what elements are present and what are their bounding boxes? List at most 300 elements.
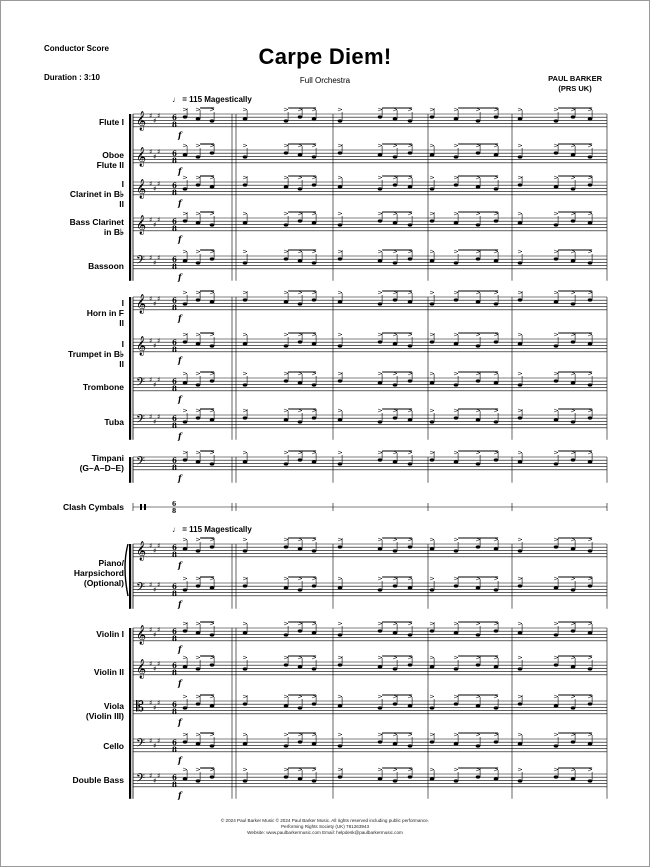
note-head <box>284 744 289 747</box>
accent-mark <box>554 622 558 625</box>
note-head <box>588 742 593 745</box>
note-head <box>554 223 559 226</box>
note-head <box>571 547 576 550</box>
note-head <box>183 153 188 156</box>
accent-mark <box>338 733 342 736</box>
time-signature-top: 6 <box>172 582 177 591</box>
accent-mark <box>183 733 187 736</box>
note-head <box>338 586 343 589</box>
instrument-name-bass-clarinet: Bass Clarinet in B♭ <box>69 217 124 237</box>
dynamic-marking: f <box>178 560 182 570</box>
accent-mark <box>454 372 458 375</box>
accent-mark <box>183 250 187 253</box>
note-head <box>518 183 523 186</box>
accent-mark <box>378 108 382 111</box>
note-head <box>571 740 576 743</box>
note-head <box>378 381 383 384</box>
note-head <box>298 458 303 461</box>
accent-mark <box>243 622 247 625</box>
dynamic-marking: f <box>178 234 182 244</box>
clef-icon: 𝄞 <box>136 541 147 561</box>
note-head <box>393 117 398 120</box>
sharp-icon: ♯ <box>149 337 153 345</box>
duration-label: Duration : 3:10 <box>44 73 101 82</box>
note-head <box>554 344 559 347</box>
accent-mark <box>454 451 458 454</box>
accent-mark <box>518 768 522 771</box>
accent-mark <box>554 695 558 698</box>
clef-icon: 𝄢 <box>136 254 146 270</box>
accent-mark <box>243 695 247 698</box>
note-head <box>588 117 593 120</box>
accent-mark <box>196 176 200 179</box>
note-head <box>476 379 481 382</box>
accent-mark <box>518 144 522 147</box>
note-head <box>494 665 499 668</box>
note-head <box>338 462 343 465</box>
time-signature-top: 6 <box>172 377 177 386</box>
accent-mark <box>430 451 434 454</box>
sharp-icon: ♯ <box>153 704 157 712</box>
note-head <box>476 586 481 589</box>
footer-contact: Website: www.paulbarkermusic.com Email: helpdesk@paulbarkermusic.com <box>247 830 403 836</box>
note-head <box>554 462 559 465</box>
note-head <box>393 261 398 264</box>
note-head <box>408 545 413 548</box>
note-head <box>588 667 593 670</box>
accent-mark <box>378 176 382 179</box>
note-head <box>408 223 413 226</box>
note-head <box>210 775 215 778</box>
accent-mark <box>243 176 247 179</box>
note-head <box>210 462 215 465</box>
note-head <box>284 119 289 122</box>
note-head <box>430 547 435 550</box>
note-head <box>378 153 383 156</box>
accent-mark <box>338 768 342 771</box>
note-head <box>243 183 248 186</box>
note-head <box>571 777 576 780</box>
accent-mark <box>196 622 200 625</box>
note-head <box>393 155 398 158</box>
instrument-name-cymbals: Clash Cymbals <box>63 502 124 512</box>
note-head <box>338 775 343 778</box>
sharp-icon: ♯ <box>149 737 153 745</box>
note-head <box>554 545 559 548</box>
note-head <box>196 779 201 782</box>
accent-mark <box>183 656 187 659</box>
accent-mark <box>338 144 342 147</box>
accent-mark <box>284 108 288 111</box>
note-head <box>408 379 413 382</box>
sharp-icon: ♯ <box>149 542 153 550</box>
note-head <box>183 340 188 343</box>
note-head <box>378 458 383 461</box>
accent-mark <box>243 768 247 771</box>
time-signature-top: 6 <box>172 296 177 305</box>
accent-mark <box>430 538 434 541</box>
note-head <box>210 151 215 154</box>
instrument-name-bassoon: Bassoon <box>88 261 124 271</box>
time-signature-bottom: 8 <box>172 634 177 643</box>
accent-mark <box>196 733 200 736</box>
note-head <box>393 667 398 670</box>
note-head <box>571 259 576 262</box>
note-head <box>243 298 248 301</box>
time-signature-bottom: 8 <box>172 384 177 393</box>
accent-mark <box>430 656 434 659</box>
time-signature-top: 6 <box>172 456 177 465</box>
accent-mark <box>183 538 187 541</box>
note-head <box>476 545 481 548</box>
accent-mark <box>554 538 558 541</box>
dynamic-marking: f <box>178 355 182 365</box>
note-head <box>298 629 303 632</box>
accent-mark <box>284 250 288 253</box>
note-head <box>378 547 383 550</box>
clef-icon: 𝄞 <box>136 111 147 131</box>
accent-mark <box>378 291 382 294</box>
note-head <box>554 775 559 778</box>
accent-mark <box>518 212 522 215</box>
accent-mark <box>554 409 558 412</box>
accent-mark <box>243 451 247 454</box>
note-head <box>571 588 576 591</box>
note-head <box>518 261 523 264</box>
clef-icon: 𝄞 <box>136 147 147 167</box>
dynamic-marking: f <box>178 313 182 323</box>
accent-mark <box>284 212 288 215</box>
note-head <box>284 663 289 666</box>
note-head <box>312 383 317 386</box>
note-head <box>298 340 303 343</box>
accent-mark <box>196 250 200 253</box>
note-head <box>554 300 559 303</box>
note-head <box>408 257 413 260</box>
note-head <box>430 219 435 222</box>
time-signature-bottom: 8 <box>172 345 177 354</box>
accent-mark <box>518 733 522 736</box>
note-head <box>338 418 343 421</box>
note-head <box>408 663 413 666</box>
accent-mark <box>430 768 434 771</box>
accent-mark <box>196 212 200 215</box>
accent-mark <box>518 451 522 454</box>
sharp-icon: ♯ <box>153 342 157 350</box>
note-head <box>588 298 593 301</box>
note-head <box>284 462 289 465</box>
accent-mark <box>196 538 200 541</box>
note-head <box>312 261 317 264</box>
accent-mark <box>554 372 558 375</box>
note-head <box>494 153 499 156</box>
note-head <box>408 119 413 122</box>
note-head <box>554 744 559 747</box>
note-head <box>454 667 459 670</box>
tempo-marking-piano: ♩ = 115 Magestically <box>172 525 252 534</box>
accent-mark <box>554 176 558 179</box>
accent-mark <box>183 768 187 771</box>
note-head <box>312 549 317 552</box>
accent-mark <box>183 333 187 336</box>
note-head <box>338 704 343 707</box>
accent-mark <box>183 108 187 111</box>
accent-mark <box>430 212 434 215</box>
note-head <box>408 704 413 707</box>
accent-mark <box>378 333 382 336</box>
note-head <box>571 629 576 632</box>
accent-mark <box>554 108 558 111</box>
note-head <box>298 302 303 305</box>
note-head <box>243 584 248 587</box>
note-head <box>518 416 523 419</box>
footer-copyright: © 2024 Paul Barker Music © 2024 Paul Barker Music. All rights reserved including public performance. <box>220 818 430 823</box>
accent-mark <box>378 409 382 412</box>
accent-mark <box>284 733 288 736</box>
note-head <box>571 187 576 190</box>
note-head <box>312 702 317 705</box>
note-head <box>476 151 481 154</box>
sharp-icon: ♯ <box>153 547 157 555</box>
note-head <box>494 259 499 262</box>
note-head <box>476 633 481 636</box>
piano-brace-icon <box>125 544 128 596</box>
note-head <box>554 151 559 154</box>
clef-icon: 𝄢 <box>136 413 146 429</box>
sharp-icon: ♯ <box>157 772 161 780</box>
accent-mark <box>183 695 187 698</box>
dynamic-marking: f <box>178 678 182 688</box>
note-head <box>210 379 215 382</box>
note-head <box>408 151 413 154</box>
sharp-icon: ♯ <box>153 259 157 267</box>
note-head <box>430 777 435 780</box>
note-head <box>476 300 481 303</box>
time-signature-bottom: 8 <box>172 224 177 233</box>
note-head <box>454 549 459 552</box>
note-head <box>210 119 215 122</box>
sharp-icon: ♯ <box>149 148 153 156</box>
note-head <box>430 458 435 461</box>
note-head <box>243 221 248 224</box>
note-head <box>338 185 343 188</box>
note-head <box>210 418 215 421</box>
accent-mark <box>430 577 434 580</box>
note-head <box>196 298 201 301</box>
note-head <box>518 702 523 705</box>
accent-mark <box>554 656 558 659</box>
note-head <box>454 779 459 782</box>
bracket-icon <box>129 628 131 799</box>
accent-mark <box>243 656 247 659</box>
sharp-icon: ♯ <box>153 153 157 161</box>
note-head <box>183 777 188 780</box>
accent-mark <box>243 144 247 147</box>
accent-mark <box>196 144 200 147</box>
accent-mark <box>338 577 342 580</box>
note-head <box>554 185 559 188</box>
note-head <box>312 298 317 301</box>
note-head <box>554 257 559 260</box>
note-head <box>298 588 303 591</box>
instrument-name-cello: Cello <box>103 741 124 751</box>
accent-mark <box>183 577 187 580</box>
note-head <box>454 742 459 745</box>
time-signature-top: 6 <box>172 700 177 709</box>
note-head <box>378 706 383 709</box>
note-head <box>518 584 523 587</box>
accent-mark <box>430 733 434 736</box>
note-head <box>476 704 481 707</box>
accent-mark <box>378 212 382 215</box>
note-head <box>284 418 289 421</box>
note-head <box>454 383 459 386</box>
note-head <box>494 302 499 305</box>
note-head <box>571 302 576 305</box>
note-head <box>284 185 289 188</box>
accent-mark <box>430 250 434 253</box>
accent-mark <box>378 768 382 771</box>
note-head <box>476 119 481 122</box>
note-head <box>298 115 303 118</box>
clef-icon: 𝄢 <box>136 455 146 471</box>
note-head <box>196 631 201 634</box>
clef-icon: 𝄞 <box>136 625 147 645</box>
clef-icon: 𝄢 <box>136 581 146 597</box>
accent-mark <box>338 333 342 336</box>
accent-mark <box>338 291 342 294</box>
accent-mark <box>196 768 200 771</box>
accent-mark <box>243 538 247 541</box>
note-head <box>196 742 201 745</box>
percussion-clef-icon <box>140 504 142 510</box>
note-head <box>243 779 248 782</box>
clef-icon: 𝄞 <box>136 215 147 235</box>
note-head <box>183 187 188 190</box>
note-head <box>298 706 303 709</box>
note-head <box>298 740 303 743</box>
note-head <box>183 458 188 461</box>
accent-mark <box>196 656 200 659</box>
accent-mark <box>430 409 434 412</box>
note-head <box>393 183 398 186</box>
note-head <box>312 631 317 634</box>
accent-mark <box>196 451 200 454</box>
note-head <box>196 383 201 386</box>
note-head <box>183 219 188 222</box>
accent-mark <box>284 291 288 294</box>
note-head <box>378 259 383 262</box>
note-head <box>338 151 343 154</box>
note-head <box>408 744 413 747</box>
time-signature-bottom: 8 <box>172 780 177 789</box>
sharp-icon: ♯ <box>149 699 153 707</box>
note-head <box>518 549 523 552</box>
score-subtitle: Full Orchestra <box>299 76 351 85</box>
clef-icon: 𝄞 <box>136 659 147 679</box>
note-head <box>518 221 523 224</box>
note-head <box>518 631 523 634</box>
note-head <box>312 416 317 419</box>
note-head <box>312 183 317 186</box>
note-head <box>196 416 201 419</box>
note-head <box>588 702 593 705</box>
clef-icon: 𝄞 <box>136 179 147 199</box>
note-head <box>408 633 413 636</box>
note-head <box>183 302 188 305</box>
accent-mark <box>454 176 458 179</box>
accent-mark <box>183 291 187 294</box>
note-head <box>571 381 576 384</box>
note-head <box>408 344 413 347</box>
time-signature-bottom: 8 <box>172 589 177 598</box>
accent-mark <box>518 250 522 253</box>
accent-mark <box>338 622 342 625</box>
note-head <box>210 663 215 666</box>
accent-mark <box>338 451 342 454</box>
time-signature-top: 6 <box>172 501 177 508</box>
note-head <box>338 379 343 382</box>
sharp-icon: ♯ <box>149 254 153 262</box>
accent-mark <box>338 656 342 659</box>
note-head <box>518 383 523 386</box>
note-head <box>210 257 215 260</box>
note-head <box>588 221 593 224</box>
accent-mark <box>284 372 288 375</box>
sharp-icon: ♯ <box>157 581 161 589</box>
instrument-name-trombone: Trombone <box>82 382 124 392</box>
note-head <box>210 744 215 747</box>
note-head <box>284 344 289 347</box>
sharp-icon: ♯ <box>149 660 153 668</box>
sharp-icon: ♯ <box>153 586 157 594</box>
tempo-marking-top: ♩ = 115 Magestically <box>172 95 252 104</box>
accent-mark <box>518 409 522 412</box>
accent-mark <box>554 212 558 215</box>
accent-mark <box>378 250 382 253</box>
sharp-icon: ♯ <box>157 254 161 262</box>
clef-icon: 𝄢 <box>136 737 146 753</box>
note-head <box>312 221 317 224</box>
note-head <box>454 261 459 264</box>
note-head <box>408 185 413 188</box>
accent-mark <box>518 176 522 179</box>
dynamic-marking: f <box>178 473 182 483</box>
note-head <box>554 586 559 589</box>
note-head <box>378 302 383 305</box>
accent-mark <box>243 250 247 253</box>
accent-mark <box>183 212 187 215</box>
accent-mark <box>554 768 558 771</box>
accent-mark <box>454 577 458 580</box>
composer-society: (PRS UK) <box>558 84 592 93</box>
accent-mark <box>196 333 200 336</box>
sharp-icon: ♯ <box>149 413 153 421</box>
note-head <box>393 742 398 745</box>
accent-mark <box>338 409 342 412</box>
note-head <box>210 633 215 636</box>
bracket-icon <box>129 544 131 609</box>
time-signature-top: 6 <box>172 414 177 423</box>
note-head <box>494 381 499 384</box>
note-head <box>518 155 523 158</box>
note-head <box>243 261 248 264</box>
note-head <box>571 340 576 343</box>
sharp-icon: ♯ <box>149 376 153 384</box>
note-head <box>243 117 248 120</box>
time-signature-top: 6 <box>172 149 177 158</box>
dynamic-marking: f <box>178 130 182 140</box>
